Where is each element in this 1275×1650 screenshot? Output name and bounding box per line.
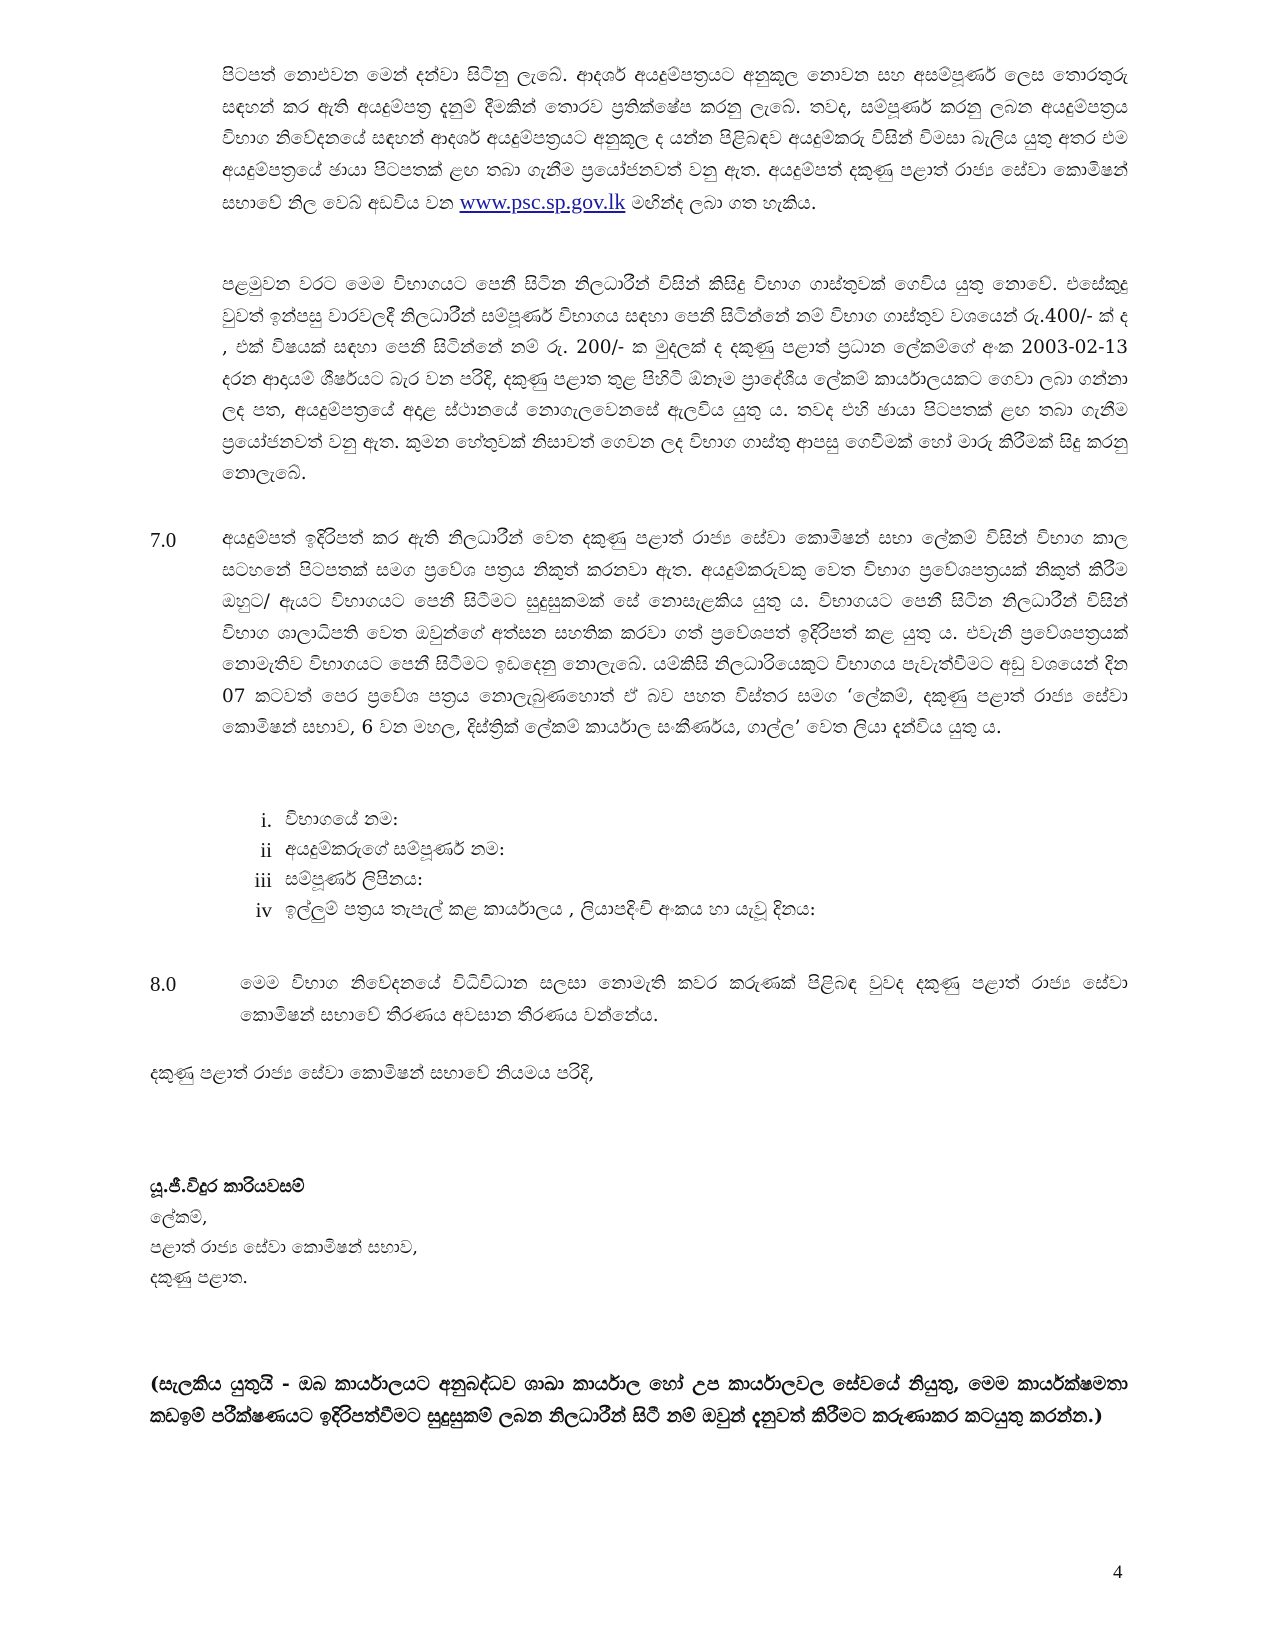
page-number: 4 <box>1113 1562 1123 1583</box>
list-item-number: iv <box>255 898 272 922</box>
paragraph-text: පිටපත් නොඑවන මෙන් දන්වා සිටිනු ලැබේ. ආදර්ශ අයදුම්පත්‍රයට අනුකූල නොවන සහ අසම්පූර්ණ ලෙස තොරතුරු සඳහන් කර ඇති අයදුම්පත්‍ර දැනුම් දීමකින් තොරව ප්‍රතික්ෂේප කරනු ලැබේ. තවද, සම්පූර්ණ කරනු ලබන අයදුම්පත්‍රය විභාග නිවේදනයේ සඳහන් ආදර්ශ අයදුම්පත්‍රයට අනුකූල ද යන්න පිළිබඳව අයදුම්කරු විසින් විමසා බැලිය යුතු අතර එම අයදුම්පත්‍රයේ ඡායා පිටපතක් ළඟ තබා ගැනීම ප්‍රයෝජනවත් වනු ඇත. අයදුම්පත් දකුණු පළාත් රාජ්‍ය සේවා කොමිෂන් සභාවේ නිල වෙබ් අඩවිය වන <box>222 65 1128 214</box>
list-item: සම්පූර්ණ ලිපිනය: <box>285 869 424 890</box>
paragraph-exam-fees: පළමුවන වරට මෙම විභාගයට පෙනී සිටින නිලධාරීන් විසින් කිසිදු විභාග ගාස්තුවක් ගෙවිය යුතු නොවේ. එසේකුදු වුවත් ඉන්පසු වාරවලදී නිලධාරීන් සම්පූර්ණ විභාගය සඳහා පෙනී සිටින්නේ නම් විභාග ගාස්තුව වශයෙන් රු.400/- ක් ද , එක් විෂයක් සඳහා පෙනී සිටින්නේ නම් රු. 200/- ක මුදලක් ද දකුණු පළාත් ප්‍රධාන ලේකම්ගේ අංක 2003-02-13 දරන ආදායම් ශීර්ෂයට බැර වන පරිදි, දකුණු පළාත තුළ පිහිටි ඕනෑම ප්‍රාදේශීය ලේකම් කාර්යාලයකට ගෙවා ලබා ගන්නා ලද පත, අයදුම්පත්‍රයේ අදාළ ස්ථානයේ නොගැලවෙනසේ ඇලවිය යුතු ය. තවද එහි ඡායා පිටපතක් ළඟ තබා ගැනීම ප්‍රයෝජනවත් වනු ඇත. කුමන හේතුවක් නිසාවත් ගෙවන ලද විභාග ගාස්තු ආපසු ගෙවීමක් හෝ මාරු කිරීමක් සිදු කරනු නොලැබේ. <box>222 274 1128 484</box>
signatory-office: පළාත් රාජ්‍ය සේවා කොමිෂන් සභාව, <box>150 1238 418 1258</box>
paragraph-application-copies <box>222 60 1128 220</box>
list-item-number: i. <box>260 808 272 832</box>
website-link[interactable]: www.psc.sp.gov.lk <box>459 189 626 214</box>
signatory-province: දකුණු පළාත. <box>150 1268 248 1288</box>
section-number: 7.0 <box>150 528 177 552</box>
list-item: අයදුම්කරුගේ සම්පූර්ණ නම: <box>285 839 505 860</box>
note-paragraph: (සැලකිය යුතුයි - ඔබ කාර්යාලයට අනුබද්ධව ශාඛා කාර්යාල හෝ උප කාර්යාලවල සේවයේ නියුතු, මෙම කාර්යක්ෂමතා කඩඉම් පරීක්ෂණයට ඉදිරිපත්වීමට සුදුසුකම් ලබන නිලධාරීන් සිටී නම් ඔවුන් දැනුවත් කිරීමට කරුණාකර කටයුතු කරන්න.) <box>150 1373 1128 1427</box>
paragraph-text: මඟින්ද ලබා ගත හැකිය. <box>625 193 817 214</box>
closing-line: දකුණු පළාත් රාජ්‍ය සේවා කොමිෂන් සභාවේ නියමය පරිදි, <box>150 1063 595 1084</box>
list-item-number: ii <box>260 838 272 862</box>
list-item-number: iii <box>254 868 272 892</box>
list-item: විභාගයේ නම: <box>285 809 399 830</box>
signatory-name: යූ.ජී.විදුර කාරියවසම් <box>150 1177 305 1197</box>
list-item: ඉල්ලුම් පත්‍රය තැපැල් කළ කාර්යාලය , ලියාපදිංචි අංකය හා යැවූ දිනය: <box>285 899 816 920</box>
paragraph-final-decision: මෙම විභාග නිවේදනයේ විධිවිධාන සලසා නොමැති කවර කරුණක් පිළිබඳ වුවද දකුණු පළාත් රාජ්‍ය සේවා කොමිෂන් සභාවේ තීරණය අවසාන තීරණය වන්නේය. <box>240 973 1128 1026</box>
paragraph-admission-card: අයදුම්පත් ඉදිරිපත් කර ඇති නිලධාරීන් වෙත දකුණු පළාත් රාජ්‍ය සේවා කොමිෂන් සභා ලේකම් විසින් විභාග කාල සටහනේ පිටපතක් සමග ප්‍රවේශ පත්‍රය නිකුත් කරනවා ඇත. අයදුම්කරුවකු වෙත විභාග ප්‍රවේශපත්‍රයක් නිකුත් කිරීම ඔහුට/ ඇයට විභාගයට පෙනී සිටීමට සුදුසුකමක් සේ නොසැළකිය යුතු ය. විභාගයට පෙනී සිටින නිලධාරීන් විසින් විභාග ශාලාධිපති වෙත ඔවුන්ගේ අත්සන සහතික කරවා ගත් ප්‍රවේශපත් ඉදිරිපත් කළ යුතු ය. එවැනි ප්‍රවේශපත්‍රයක් නොමැතිව විභාගයට පෙනී සිටීමට ඉඩදෙනු නොලැබේ. යම්කිසි නිලධාරියෙකුට විභාගය පැවැත්වීමට අඩු වශයෙන් දින 07 කටවත් පෙර ප්‍රවේශ පත්‍රය නොලැබුණහොත් ඒ බව පහත විස්තර සමග ‘ලේකම්, දකුණු පළාත් රාජ්‍ය සේවා කොමිෂන් සභාව, 6 වන මහල, දිස්ත්‍රික් ලේකම් කාර්යාල සංකීර්ණය, ගාල්ල’ වෙත ලියා දැන්විය යුතු ය. <box>222 528 1128 738</box>
section-number: 8.0 <box>150 972 177 996</box>
signatory-title: ලේකම්, <box>150 1208 208 1228</box>
